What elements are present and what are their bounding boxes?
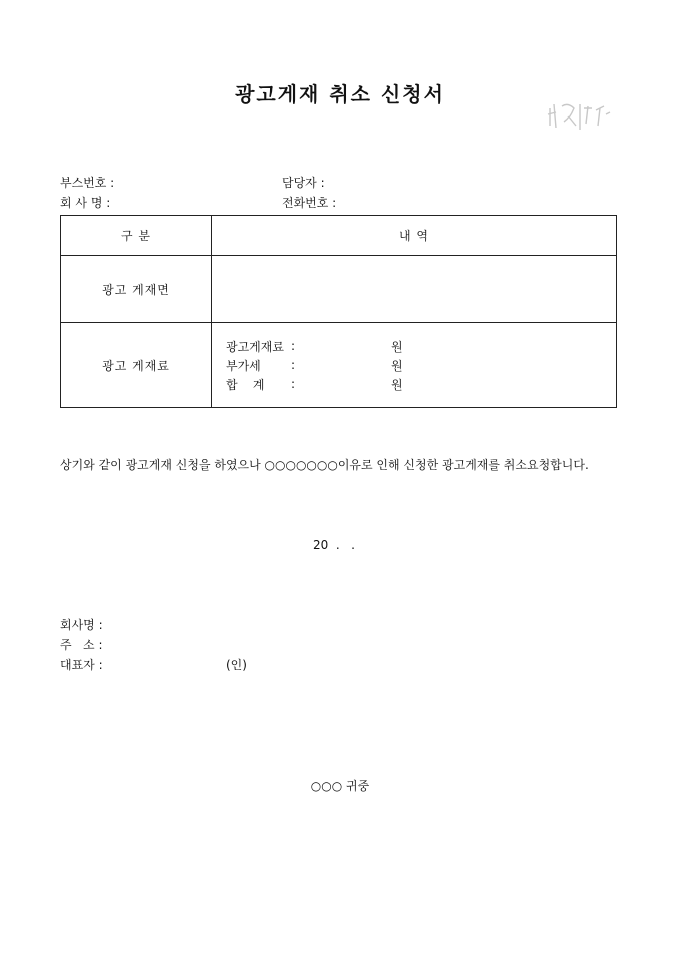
booth-number-label: 부스번호 : bbox=[60, 176, 115, 190]
ad-page-value-cell bbox=[212, 256, 617, 323]
fee-unit: 원 bbox=[391, 358, 403, 373]
fee-line-total bbox=[226, 375, 616, 394]
header-details: 내 역 bbox=[212, 216, 617, 256]
cancellation-statement: 상기와 같이 광고게재 신청을 하였으나 ○○○○○○○이유로 인해 신청한 광고게재를 취소요청합니다. bbox=[60, 458, 589, 472]
phone-number-label: 전화번호 : bbox=[282, 196, 337, 210]
document-title: 광고게재 취소 신청서 bbox=[235, 82, 445, 106]
fee-label: 부가세 bbox=[226, 358, 261, 373]
ad-fee-details-cell bbox=[212, 323, 617, 408]
row-ad-fee-label: 광고 게재료 bbox=[61, 323, 212, 408]
table-header-row bbox=[61, 216, 617, 256]
faded-stamp-mark bbox=[544, 96, 614, 136]
fee-colon: : bbox=[291, 358, 296, 372]
signature-company-label: 회사명 : bbox=[60, 618, 103, 632]
fee-unit: 원 bbox=[391, 339, 403, 354]
fee-line-vat bbox=[226, 356, 616, 375]
table-row bbox=[61, 256, 617, 323]
signature-address-label: 주 소 : bbox=[60, 638, 103, 652]
seal-mark: (인) bbox=[226, 658, 247, 672]
signature-representative-label: 대표자 : bbox=[60, 658, 103, 672]
recipient: ○○○ 귀중 bbox=[310, 779, 370, 793]
fee-unit: 원 bbox=[391, 377, 403, 392]
ad-details-table bbox=[60, 215, 617, 408]
company-name-label: 회 사 명 : bbox=[60, 196, 111, 210]
date-field: 20 . . bbox=[313, 538, 355, 552]
fee-line-ad-fee bbox=[226, 337, 616, 356]
fee-label: 합 계 bbox=[226, 377, 265, 392]
contact-person-label: 담당자 : bbox=[282, 176, 325, 190]
fee-colon: : bbox=[291, 339, 296, 353]
table-row bbox=[61, 323, 617, 408]
row-ad-page-label: 광고 게재면 bbox=[61, 256, 212, 323]
fee-colon: : bbox=[291, 377, 296, 391]
fee-label: 광고게재료 bbox=[226, 339, 284, 354]
header-category: 구 분 bbox=[61, 216, 212, 256]
